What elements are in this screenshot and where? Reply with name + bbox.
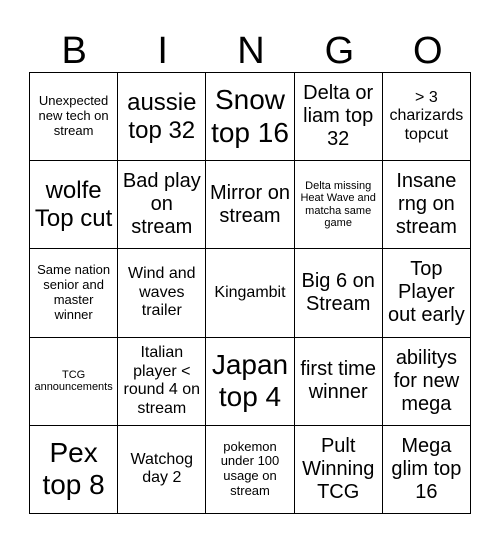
bingo-cell[interactable]: Top Player out early	[383, 249, 471, 337]
bingo-cell[interactable]: Pex top 8	[30, 426, 118, 514]
bingo-cell[interactable]: Watchog day 2	[118, 426, 206, 514]
bingo-cell[interactable]: Same nation senior and master winner	[30, 249, 118, 337]
bingo-cell[interactable]: > 3 charizards topcut	[383, 73, 471, 161]
bingo-card-grid	[29, 72, 471, 514]
bingo-cell[interactable]: Mega glim top 16	[383, 426, 471, 514]
bingo-cell[interactable]: Wind and waves trailer	[118, 249, 206, 337]
bingo-cell[interactable]: Pult Winning TCG	[295, 426, 383, 514]
bingo-cell[interactable]: first time winner	[295, 338, 383, 426]
header-letter-n: N	[237, 30, 265, 72]
bingo-cell[interactable]: Bad play on stream	[118, 161, 206, 249]
bingo-cell[interactable]: Kingambit	[206, 249, 294, 337]
bingo-cell[interactable]: Insane rng on stream	[383, 161, 471, 249]
bingo-cell[interactable]: Japan top 4	[206, 338, 294, 426]
bingo-cell[interactable]: Mirror on stream	[206, 161, 294, 249]
bingo-cell[interactable]: Big 6 on Stream	[295, 249, 383, 337]
bingo-cell[interactable]: abilitys for new mega	[383, 338, 471, 426]
header-letter-o: O	[413, 30, 443, 72]
bingo-header	[30, 26, 472, 74]
bingo-cell[interactable]: Snow top 16	[206, 73, 294, 161]
bingo-cell[interactable]: pokemon under 100 usage on stream	[206, 426, 294, 514]
header-letter-g: G	[324, 30, 355, 72]
bingo-cell[interactable]: wolfe Top cut	[30, 161, 118, 249]
bingo-cell[interactable]: Italian player < round 4 on stream	[118, 338, 206, 426]
bingo-cell[interactable]: TCG announcements	[30, 338, 118, 426]
bingo-cell[interactable]: Unexpected new tech on stream	[30, 73, 118, 161]
bingo-cell[interactable]: Delta missing Heat Wave and matcha same game	[295, 161, 383, 249]
bingo-cell[interactable]: aussie top 32	[118, 73, 206, 161]
header-letter-b: B	[61, 30, 87, 72]
header-letter-i: I	[157, 30, 168, 72]
bingo-cell[interactable]: Delta or liam top 32	[295, 73, 383, 161]
